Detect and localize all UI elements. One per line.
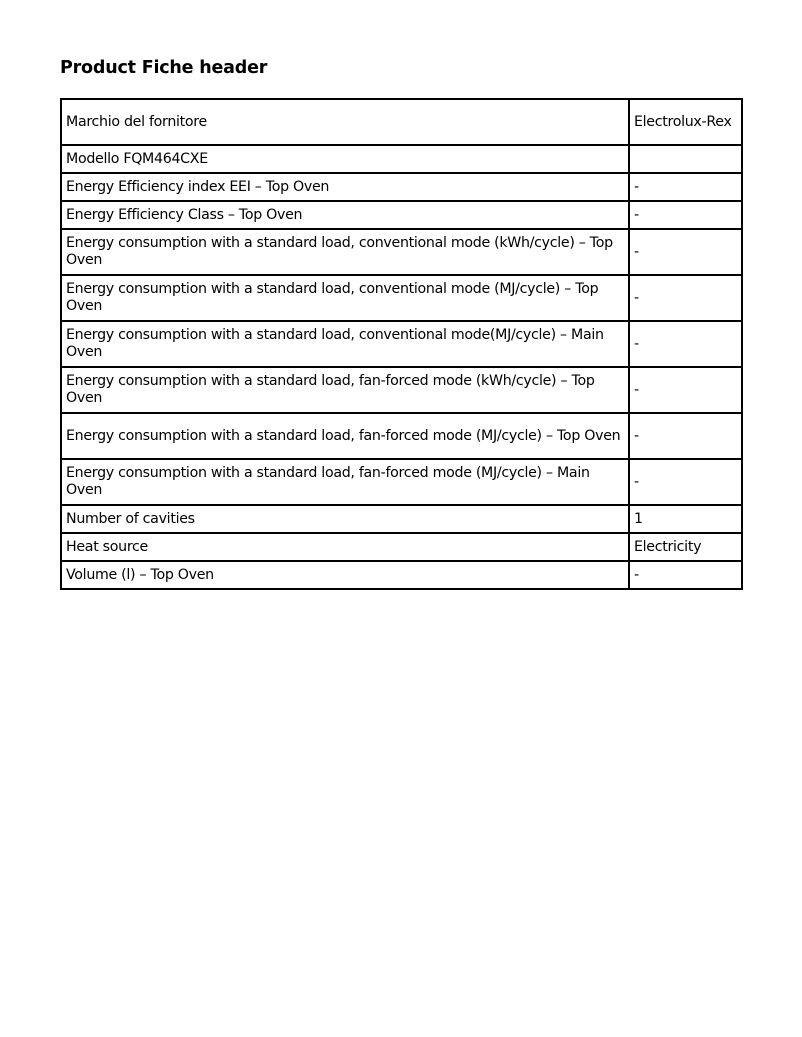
table-row-cavities	[61, 505, 742, 533]
row-label: Energy consumption with a standard load, conventional mode(MJ/cycle) – Main Oven	[61, 321, 629, 367]
row-value: Electrolux-Rex	[629, 99, 742, 145]
row-label: Number of cavities	[61, 505, 629, 533]
table-row-fan-kwh-top	[61, 367, 742, 413]
row-value: -	[629, 561, 742, 589]
table-row-heat-source	[61, 533, 742, 561]
table-row-eei	[61, 173, 742, 201]
table-row-volume	[61, 561, 742, 589]
row-label: Energy Efficiency index EEI – Top Oven	[61, 173, 629, 201]
row-value: 1	[629, 505, 742, 533]
table-row-conventional-mj-main	[61, 321, 742, 367]
row-label: Heat source	[61, 533, 629, 561]
row-value: -	[629, 173, 742, 201]
row-label: Marchio del fornitore	[61, 99, 629, 145]
row-value	[629, 145, 742, 173]
table-row-fan-mj-top	[61, 413, 742, 459]
row-label: Energy Efficiency Class – Top Oven	[61, 201, 629, 229]
row-value: -	[629, 367, 742, 413]
table-row-energy-class	[61, 201, 742, 229]
row-value: -	[629, 321, 742, 367]
row-value: -	[629, 229, 742, 275]
table-row-model	[61, 145, 742, 173]
row-value: -	[629, 275, 742, 321]
row-value: Electricity	[629, 533, 742, 561]
row-label: Energy consumption with a standard load, fan-forced mode (MJ/cycle) – Top Oven	[61, 413, 629, 459]
table-row-fan-mj-main	[61, 459, 742, 505]
row-value: -	[629, 413, 742, 459]
row-label: Volume (l) – Top Oven	[61, 561, 629, 589]
row-label: Energy consumption with a standard load, conventional mode (kWh/cycle) – Top Oven	[61, 229, 629, 275]
table-row-conventional-kwh-top	[61, 229, 742, 275]
row-label: Modello FQM464CXE	[61, 145, 629, 173]
product-fiche-table	[60, 98, 743, 590]
table-row-supplier	[61, 99, 742, 145]
row-value: -	[629, 201, 742, 229]
row-label: Energy consumption with a standard load, fan-forced mode (MJ/cycle) – Main Oven	[61, 459, 629, 505]
row-label: Energy consumption with a standard load, fan-forced mode (kWh/cycle) – Top Oven	[61, 367, 629, 413]
row-value: -	[629, 459, 742, 505]
page-title: Product Fiche header	[60, 58, 268, 78]
table-row-conventional-mj-top	[61, 275, 742, 321]
row-label: Energy consumption with a standard load, conventional mode (MJ/cycle) – Top Oven	[61, 275, 629, 321]
